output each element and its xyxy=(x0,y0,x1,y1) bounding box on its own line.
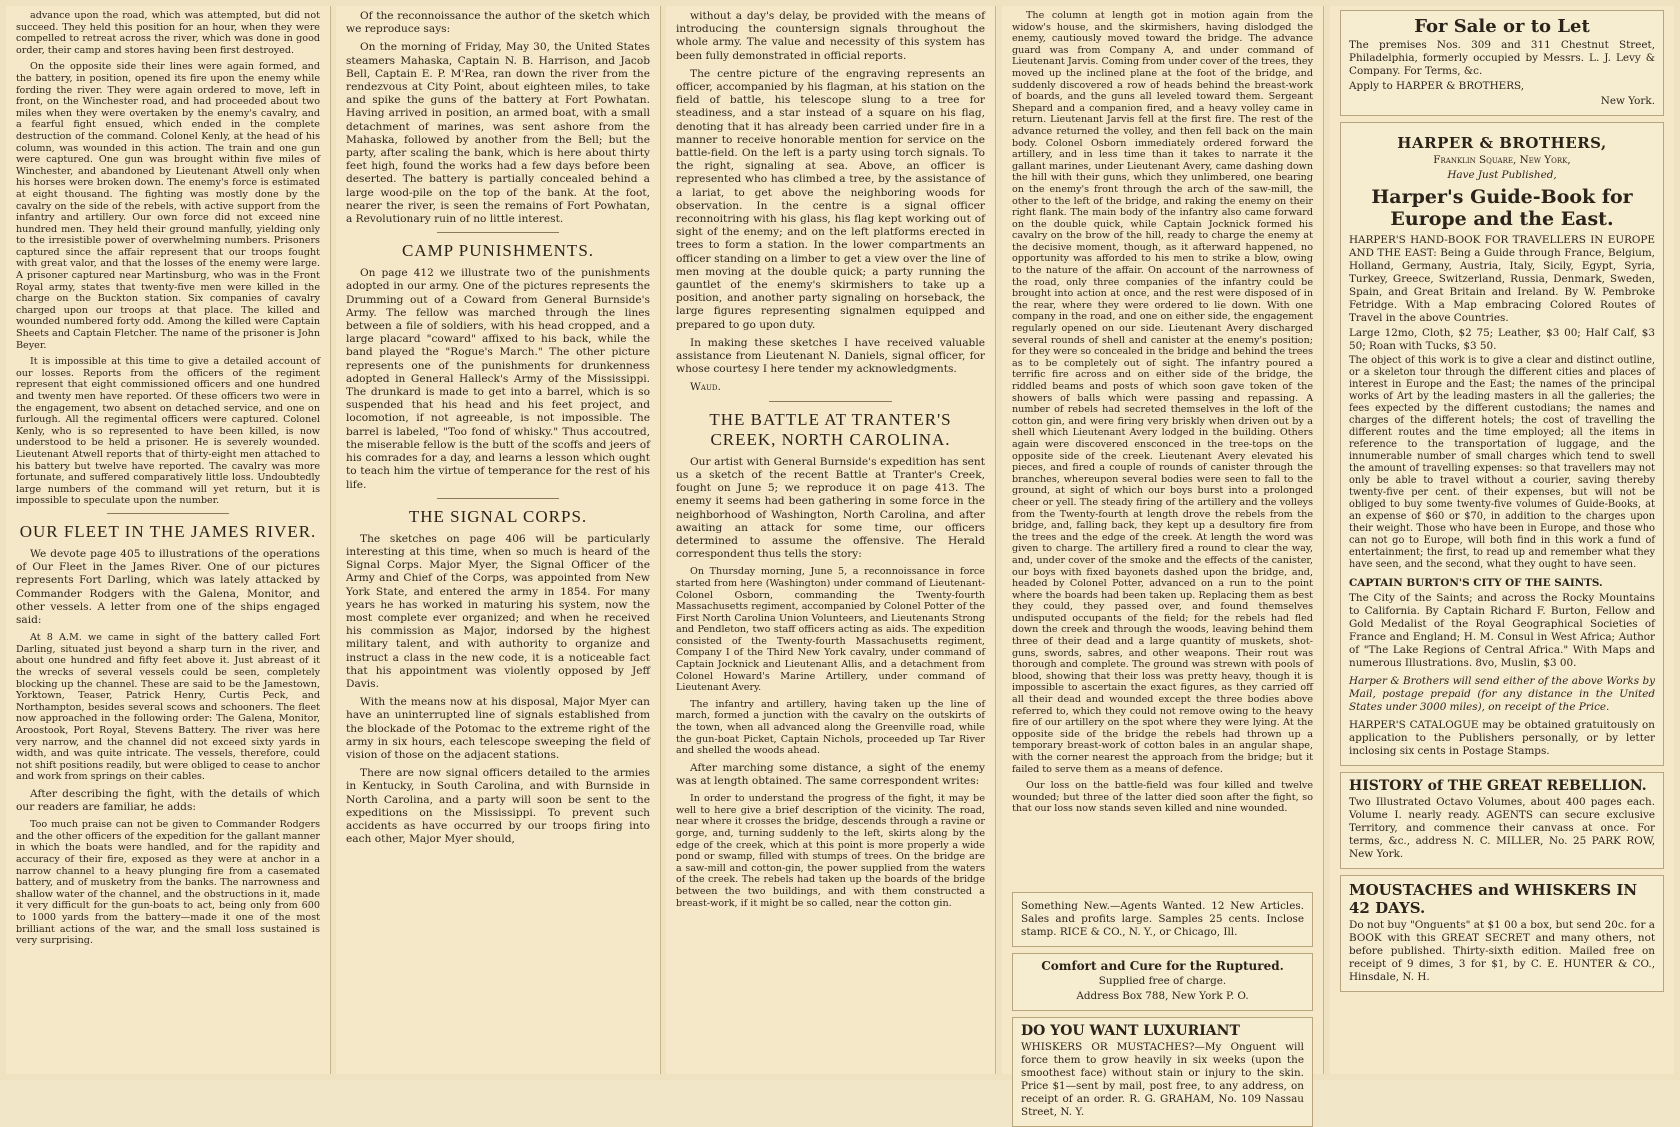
col2-paragraph: On the morning of Friday, May 30, the United States steamers Mahaska, Captain N. B. Harrison, and Jacob Bell, Captain E. P. M'Rea, ran down the river from the rendezvous at City Point, about eighteen miles, to take and spike the guns of the battery at Fort Powhatan. Having arrived in position, an armed boat, with a small detachment of marines, was sent ashore from the Mahaska, followed by another from the Bell; but the party, after scaling the bank, which is here about thirty feet high, found the works had a few days before been deserted. The battery is partially concealed behind a large wood-pile on the top of the bank. At the foot, nearer the river, is seen the remains of Fort Powhatan, a Revolutionary ruin of no little interest. xyxy=(346,41,650,226)
col2-paragraph: The sketches on page 406 will be particularly interesting at this time, when so much is heard of the Signal Corps. Major Myer, the Signal Officer of the Army and Chief of the Corps, was appointed from New York State, and entered the army in 1854. For many years he has worked in maturing his system, now the most complete ever organized; and when he received his commission as Major, indorsed by the highest military talent, and with authority to organize and instruct a class in the new code, it is a noticeable fact that his appointment was violently opposed by Jeff Davis. xyxy=(346,532,650,690)
col2-paragraph: With the means now at his disposal, Major Myer can have an uninterrupted line of signals established from the blockade of the Potomac to the extreme right of the army in six hours, each telescope sweeping the field of vision of those on the adjacent stations. xyxy=(346,696,650,761)
column-5 xyxy=(1330,6,1674,1074)
ad-title: For Sale or to Let xyxy=(1414,16,1590,37)
col3-paragraph: without a day's delay, be provided with the means of introducing the countersign signals throughout the whole army. The value and necessity of this system has been fully demonstrated in official reports. xyxy=(676,10,985,62)
burton-title: CAPTAIN BURTON'S CITY OF THE SAINTS. xyxy=(1349,577,1603,589)
ad-moustaches xyxy=(1340,875,1664,992)
publisher-note: Have Just Published, xyxy=(1447,169,1557,181)
heading-signal-corps: THE SIGNAL CORPS. xyxy=(408,506,588,526)
col1-paragraph: On the opposite side their lines were again formed, and the battery, in position, opened its fire upon the enemy while fording the river. They were again ordered to move, left in front, on the Winchester road, and had proceeded about two miles when they were overtaken by the enemy's cavalry, and a fearful fight ensued, which ended in the complete destruction of the command. Colonel Kenly, at the head of his column, was wounded in this action. The train and one gun were captured. One gun was brought within five miles of Winchester, and abandoned by Lieutenant Atwell only when his horses were broken down. The enemy's force is estimated at eight thousand. The fighting was mostly done by the cavalry on the side of the rebels, with active support from the infantry and artillery. Our own force did not exceed nine hundred men. They held their ground manfully, yielding only to the irresistible power of overwhelming numbers. Prisoners captured since the affair represent that our troops fought with great valor, and that the losses of the enemy were large. A prisoner captured near Martinsburg, who was in the Front Royal army, states that twenty-five men were killed in the charge on the Buckton station. Six companies of cavalry charged upon our troops at that place. The killed and wounded numbered forty odd. Among the killed were Captain Sheets and Captain Fletcher. The name of the prisoner is John Beyer. xyxy=(16,61,320,351)
divider xyxy=(437,498,559,499)
column-2 xyxy=(336,6,661,1074)
guide-body: HARPER'S HAND-BOOK FOR TRAVELLERS IN EUROPE AND THE EAST: Being a Guide through France, Belgium, Holland, Germany, Austria, Italy, Sicily, Egypt, Syria, Turkey, Greece, Switzerland, Russia, Denmark, Sweden, Spain, and Great Britain and Ireland. By W. Pembroke Fetridge. With a Map embracing Colored Routes of Travel in the above Countries. xyxy=(1349,234,1655,324)
ad-whiskers xyxy=(1012,1017,1313,1127)
ad-title: Comfort and Cure for the Ruptured. xyxy=(1041,959,1284,973)
ad-for-sale xyxy=(1340,10,1664,116)
heading-fleet: OUR FLEET IN THE JAMES RIVER. xyxy=(19,521,317,541)
ad-text: Something New.—Agents Wanted. 12 New Articles. Sales and profits large. Samples 25 cents. Inclose stamp. RICE & CO., N. Y., or Chicago, Ill. xyxy=(1021,900,1304,938)
ad-ruptured xyxy=(1012,953,1313,1011)
col1-paragraph: advance upon the road, which was attempted, but did not succeed. They held this position for an hour, when they were compelled to retreat across the river, which was done in good order, their camp and stores having been first destroyed. xyxy=(16,10,320,56)
publisher-address: Franklin Square, New York, xyxy=(1433,154,1571,166)
catalogue-note: HARPER'S CATALOGUE may be obtained gratuitously on application to the Publishers personally, or by letter inclosing six cents in Postage Stamps. xyxy=(1349,719,1655,757)
divider xyxy=(107,513,229,514)
ad-text: Two Illustrated Octavo Volumes, about 400 pages each. Volume I. nearly ready. AGENTS can secure exclusive Territory, and commence their canvass at once. For terms, &c., address N. C. MILLER, No. 25 PARK ROW, New York. xyxy=(1349,796,1655,860)
col3-paragraph: In making these sketches I have received valuable assistance from Lieutenant N. Daniels, signal officer, for whose courtesy I here tender my acknowledgments. xyxy=(676,336,985,376)
ad-title: MOUSTACHES and WHISKERS IN 42 DAYS. xyxy=(1349,881,1638,917)
col2-paragraph: Of the reconnoissance the author of the sketch which we reproduce says: xyxy=(346,10,650,36)
col1-paragraph: It is impossible at this time to give a detailed account of our losses. Reports from the officers of the regiment represent that eight commissioned officers and one hundred and twenty men have reported. Of these officers two were in the engagement, two absent on detached service, and one on furlough. All the regimental officers were captured. Colonel Kenly, who is so represented to have been killed, is now understood to be held a prisoner. He is severely wounded. Lieutenant Atwell reports that of thirty-eight men attached to his battery but twelve have reported. The cavalry was more fortunate, and suffered comparatively little loss. Undoubtedly large numbers of the command will yet return, but it is impossible to speculate upon the number. xyxy=(16,356,320,507)
col4-paragraph: The column at length got in motion again from the widow's house, and the skirmishers, having dislodged the enemy, cautiously moved toward the bridge. The advance guard was from Company A, and under command of Lieutenant Jarvis. Coming from under cover of the trees, they moved up the inclined plane at the foot of the bridge, and suddenly discovered a row of heads behind the breast-work of boards, and the guns all leveled toward them. Sergeant Shepard and a companion fired, and a heavy volley came in return. Lieutenant Jarvis fell at the first fire. The rest of the advance returned the volley, and then fell back on the main body. Colonel Osborn immediately ordered forward the artillery, and in less time than it takes to narrate it the gallant marines, under Lieutenant Avery, came dashing down the hill with their guns, which they unlimbered, one bearing on the enemy's front through the arch of the saw-mill, the other to the left of the bridge, and raking the enemy on their right flank. The main body of the infantry also came forward on the double quick, while Captain Jocknick formed his cavalry on the brow of the hill, ready to charge the enemy at the decisive moment, though, as it afterward happened, no opportunity was afforded to his men to strike a blow, owing to the nature of the affair. On account of the narrowness of the road, only three companies of the infantry could be brought into action at once, and the rest were disposed of in the rear, where they were ordered to lie down. With one company in the road, and one on either side, the engagement regularly opened on our side. Lieutenant Avery discharged several rounds of shell and canister at the enemy's position; for they were so concealed in the bridge and behind the trees as to be completely out of sight. The infantry poured a terrific fire across and on either side of the bridge, the riddled beams and posts of which soon gave token of the showers of balls which were passing and repassing. A number of rebels had secreted themselves in the loft of the cotton gin, and were firing very briskly when driven out by a shell which Lieutenant Avery lodged in the building. Others again were discovered ensconced in the tree-tops on the opposite side of the creek. Lieutenant Avery elevated his pieces, and fired a couple of rounds of canister through the branches, whereupon several bodies were seen to fall to the ground, at sight of which our boys burst into a prolonged cheer or yell. The steady firing of the artillery and the volleys from the Twenty-fourth at length drove the rebels from the bridge, and, falling back, they kept up a desultory fire from the trees and the edge of the creek. At length the word was given to charge. The artillery fired a round to clear the way, and, under cover of the smoke and the effects of the canister, our boys with fixed bayonets dashed upon the bridge, and, headed by Colonel Potter, advanced on a run to the point where the boards had been taken up. Replacing them as best they could, they passed over, and found themselves undisputed occupants of the field; for the rebels had fled down the creek and through the woods, leaving behind them three of their dead and a large quantity of muskets, shot-guns, swords, sabres, and other weapons. Their rout was thorough and complete. The ground was strewn with pools of blood, showing that their loss was pretty heavy, though it is impossible to ascertain the exact figures, as they carried off all their dead and wounded except the three bodies above referred to, which they could not remove owing to the heavy fire of our artillery on the spot where they were lying. At the opposite side of the bridge the rebels had thrown up a temporary breast-work of cotton bales in an angular shape, with the corner nearest the approach from the bridge; but it failed to serve them as a means of defence. xyxy=(1012,10,1313,775)
col4-paragraph: Our loss on the battle-field was four killed and twelve wounded; but three of the latter died soon after the fight, so that our loss now stands seven killed and nine wounded. xyxy=(1012,780,1313,815)
divider xyxy=(437,232,559,233)
ad-text: Apply to HARPER & BROTHERS, xyxy=(1349,80,1525,92)
ad-title: HISTORY of THE GREAT REBELLION. xyxy=(1349,778,1647,794)
publisher-name: HARPER & BROTHERS, xyxy=(1397,134,1607,152)
col3-paragraph: In order to understand the progress of the fight, it may be well to here give a brief description of the vicinity. The road, near where it crosses the bridge, descends through a ravine or gorge, and, turning suddenly to the left, skirts along by the edge of the creek, which at this point is more properly a wide pond or swamp, filled with stumps of trees. On the bridge are a saw-mill and cotton-gin, the power supplied from the waters of the creek. The rebels had taken up the boards of the bridge between the two buildings, and with them constructed a breast-work, if it might be so called, near the cotton gin. xyxy=(676,793,985,909)
col2-paragraph: On page 412 we illustrate two of the punishments adopted in our army. One of the pictures represents the Drumming out of a Coward from General Burnside's Army. The fellow was marched through the lines between a file of soldiers, with his head cropped, and a large placard "coward" affixed to his back, while the band played the "Rogue's March." The other picture represents one of the punishments for drunkenness adopted in General Halleck's Army of the Mississippi. The drunkard is made to get into a barrel, which is so suspended that his head and his feet project, and locomotion, if not agreeable, is not impossible. The barrel is labeled, "Too fond of whisky." Thus accoutred, the miserable fellow is the butt of the scoffs and jeers of his comrades for a day, and learns a lesson which ought to teach him the virtue of temperance for the rest of his life. xyxy=(346,267,650,491)
heading-battle: THE BATTLE AT TRANTER'S CREEK, NORTH CAROLINA. xyxy=(709,409,952,449)
burton-body: The City of the Saints; and across the Rocky Mountains to California. By Captain Richard F. Burton, Fellow and Gold Medalist of the Royal Geographical Societies of France and England; H. M. Consul in West Africa; Author of "The Lake Regions of Central Africa." With Maps and numerous Illustrations. 8vo, Muslin, $3 00. xyxy=(1349,592,1655,669)
col3-paragraph: The infantry and artillery, having taken up the line of march, formed a junction with the cavalry on the outskirts of the town, when all advanced along the Greenville road, while the gun-boat Picket, Captain Nichols, proceeded up Tar River and shelled the woods ahead. xyxy=(676,698,985,757)
ad-line: Supplied free of charge. xyxy=(1098,975,1227,987)
ad-text: New York. xyxy=(1600,95,1655,107)
ad-harper-brothers xyxy=(1340,122,1664,766)
ad-text: Do not buy "Onguents" at $1 00 a box, but send 20c. for a BOOK with this GREAT SECRET and many others, not before published. Thirty-sixth edition. Mailed free on receipt of 9 dimes, 3 for $1, by C. E. HUNTER & CO., Hinsdale, N. H. xyxy=(1349,919,1655,983)
heading-camp-punishments: CAMP PUNISHMENTS. xyxy=(401,241,595,261)
mail-note: Harper & Brothers will send either of the above Works by Mail, postage prepaid (for any distance in the United States under 3000 miles), on receipt of the Price. xyxy=(1349,675,1655,713)
col3-paragraph: The centre picture of the engraving represents an officer, accompanied by his flagman, at his station on the field of battle, his telescope slung to a tree for steadiness, and a star instead of a square on his flag, denoting that it has already been carried under fire in a manner to receive honorable mention for service on the battle-field. On the left is a party using torch signals. To the right, signaling at sea. Above, an officer is represented who has climbed a tree, by the assistance of a lariat, to get above the neighboring woods for observation. In the centre is a signal officer reconnoitring with his glass, his flag kept working out of sight of the enemy; and on the left platforms erected in trees to form a station. In the lower compartments an officer standing on a limber to get a view over the line of men moving at the double quick; a party running the gauntlet of the enemy's skirmishers to take up a position, and another party signaling on horseback, the large figures representing signalmen equipped and prepared to go upon duty. xyxy=(676,67,985,331)
col1-paragraph: We devote page 405 to illustrations of the operations of Our Fleet in the James River. One of our pictures represents Fort Darling, which was lately attacked by Commander Rodgers with the Galena, Monitor, and other vessels. A letter from one of the ships engaged said: xyxy=(16,547,320,626)
guide-title: Harper's Guide-Book for Europe and the East. xyxy=(1371,186,1633,230)
column-3 xyxy=(666,6,996,1074)
column-1 xyxy=(6,6,331,1074)
col3-paragraph: After marching some distance, a sight of the enemy was at length obtained. The same correspondent writes: xyxy=(676,761,985,788)
ad-text: WHISKERS OR MUSTACHES?—My Onguent will force them to grow heavily in six weeks (upon the smoothest face) without stain or injury to the skin. Price $1—sent by mail, post free, to any address, on receipt of an order. R. G. GRAHAM, No. 109 Nassau Street, N. Y. xyxy=(1021,1041,1304,1118)
guide-description: The object of this work is to give a clear and distinct outline, or a skeleton tour through the different cities and places of interest in Europe and the East; the names of the principal works of Art by the leading masters in all the galleries; the fees expected by the different custodians; the names and charges of the different hotels; the cost of travelling the different routes and the time employed; all the items in reference to the transportation of luggage, and the innumerable number of small charges which tend to swell the amount of travelling expenses: so that travellers may not only be able to travel without a courier, saving thereby twenty-five per cent. of their expenses, but will not be obliged to buy some twenty-five volumes of Guide-Books, at an expense of $60 or $70, in addition to the charges upon their weight. Those who have been in Europe, and those who can not go to Europe, will both find in this work a fund of entertainment; the first, to read up and remember what they have seen, and the second, what they ought to have seen. xyxy=(1349,355,1655,570)
ad-title: DO YOU WANT LUXURIANT xyxy=(1021,1023,1240,1039)
ad-text: The premises Nos. 309 and 311 Chestnut Street, Philadelphia, formerly occupied by Messrs. L. J. Levy & Company. For Terms, &c. xyxy=(1349,39,1655,77)
ad-agents-wanted xyxy=(1012,892,1313,947)
col1-paragraph: At 8 A.M. we came in sight of the battery called Fort Darling, situated just beyond a sharp turn in the river, and about one hundred and fifty feet above it. Just abreast of it the wrecks of several vessels could be seen, completely blocking up the channel. These are said to be the Jamestown, Yorktown, Teaser, Patrick Henry, Curtis Peck, and Northampton, besides several scows and schooners. The fleet now approached in the following order: The Galena, Monitor, Aroostook, Port Royal, Stevens Battery. The river was here very narrow, and the channel did not exceed sixty yards in width, and was quite intricate. The vessels, therefore, could not shift positions readily, but were obliged to cease to anchor and work from springs on their cables. xyxy=(16,632,320,783)
col3-paragraph: Our artist with General Burnside's expedition has sent us a sketch of the recent Battle at Tranter's Creek, fought on June 5; we reproduce it on page 413. The enemy it seems had been gathering in some force in the neighborhood of Washington, North Carolina, and after awaiting an attack for some time, our officers determined to assume the offensive. The Herald correspondent thus tells the story: xyxy=(676,455,985,561)
col2-paragraph: There are now signal officers detailed to the armies in Kentucky, in South Carolina, and with Burnside in North Carolina, and a party will soon be sent to the expeditions on the Mississippi. To prevent such accidents as have occurred by our troops firing into each other, Major Myer should, xyxy=(346,767,650,846)
column-4 xyxy=(1002,6,1324,1118)
col1-paragraph: Too much praise can not be given to Commander Rodgers and the other officers of the expedition for the gallant manner in which the boats were handled, and for the rapidity and accuracy of their fire, exposed as they were at anchor in a narrow channel to a heavy plunging fire from a casemated battery, and of musketry from the banks. The narrowness and shallow water of the channel, and the obstructions in it, made it very difficult for the gun-boats to act, being only from 600 to 1000 yards from the battery—made it one of the most brilliant actions of the war, and the small loss sustained is very surprising. xyxy=(16,819,320,947)
col1-paragraph: After describing the fight, with the details of which our readers are familiar, he adds: xyxy=(16,787,320,814)
divider xyxy=(769,401,893,402)
ad-history-rebellion xyxy=(1340,772,1664,869)
signature: Waud. xyxy=(690,381,721,394)
guide-price: Large 12mo, Cloth, $2 75; Leather, $3 00; Half Calf, $3 50; Roan with Tucks, $3 50. xyxy=(1349,327,1655,352)
ad-line: Address Box 788, New York P. O. xyxy=(1076,990,1249,1002)
col3-paragraph: On Thursday morning, June 5, a reconnoissance in force started from here (Washington) under command of Lieutenant-Colonel Osborn, commanding the Twenty-fourth Massachusetts regiment, accompanied by Colonel Potter of the First North Carolina Union Volunteers, and Lieutenants Strong and Pendleton, two staff officers acting as aids. The expedition consisted of the Twenty-fourth Massachusetts regiment, Company I of the Third New York cavalry, under command of Captain Jocknick and Lieutenant Allis, and a detachment from Colonel Howard's Marine Artillery, under command of Lieutenant Avery. xyxy=(676,566,985,694)
